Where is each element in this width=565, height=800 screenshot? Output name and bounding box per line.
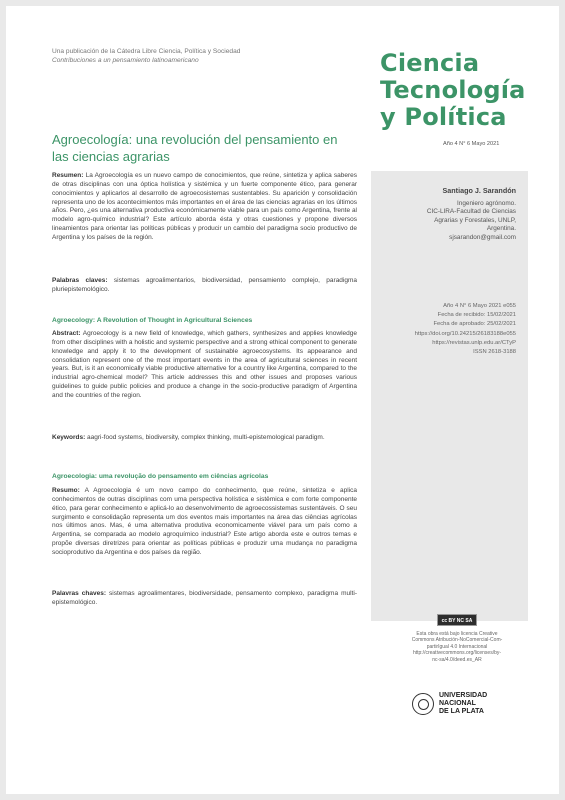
resumo-text: A Agroecologia é um novo campo do conhecimento, que reúne, sintetiza e aplica conhecimentos de outras disciplinas com uma perspectiva holística e sistêmica e com forte componente ético, para gerar conhecimento e aplicá-lo ao desenvolvimento de agroecossistemas sustentáveis. O seu surgimento e consolidação representa um dos eventos mais importantes na área das ciências agrícolas nos últimos anos. Mas, é uma alternativa produtiva economicamente viável para um país como a Argentina, se comparada ao modelo agroquímico industrial? Este artigo aborda este e outros temas e propõe diversas diretrizes para orientar as políticas públicas e produzir uma mudança no paradigma socioprodutivo da Argentina e dos países da região. bbox=[52, 487, 357, 556]
author-name: Santiago J. Sarandón bbox=[442, 186, 516, 195]
author-line: Ingeniero agrónomo. bbox=[457, 199, 516, 207]
university-line: NACIONAL bbox=[439, 700, 476, 707]
palavras-chaves-label: Palavras chaves: bbox=[52, 590, 106, 597]
cc-license-icon[interactable]: cc BY NC SA bbox=[437, 614, 477, 626]
university-line: UNIVERSIDAD bbox=[439, 692, 488, 699]
license-line: Commons Atribución-NoComercial-Com- bbox=[411, 637, 503, 644]
abstract-label: Abstract: bbox=[52, 330, 81, 337]
palabras-claves-text: sistemas agroalimentarios, biodiversidad, pensamiento complejo, paradigma pluriepistemológico. bbox=[52, 277, 358, 293]
page bbox=[6, 6, 559, 794]
author-line: Agrarias y Forestales, UNLP, bbox=[434, 216, 516, 224]
brand-line-1: Ciencia bbox=[380, 49, 480, 77]
resumo-label: Resumo: bbox=[52, 487, 80, 494]
article-title: Agroecología: una revolución del pensamiento en las ciencias agrarias bbox=[52, 132, 338, 164]
portuguese-title: Agroecologia: uma revolução do pensamento em ciências agrícolas bbox=[52, 473, 269, 480]
journal-url-link[interactable]: https://revistas.unlp.edu.ar/CTyP bbox=[432, 339, 516, 346]
license-line: Esta obra está bajo licencia Creative bbox=[416, 631, 498, 637]
issn: ISSN 2618-3188 bbox=[473, 349, 516, 356]
resumen-label: Resumen: bbox=[52, 172, 84, 179]
license-url[interactable]: http://creativecommons.org/licenses/by- bbox=[412, 650, 502, 657]
palavras-chaves-block bbox=[52, 590, 357, 608]
university-logo bbox=[412, 692, 487, 716]
palavras-chaves-text: sistemas agroalimentares, biodiversidade, pensamento complexo, paradigma multi-epistemológico. bbox=[52, 590, 357, 606]
brand-line-3: y Política bbox=[380, 103, 507, 131]
author-block bbox=[386, 187, 516, 243]
english-title: Agroecology: A Revolution of Thought in Agricultural Sciences bbox=[52, 317, 253, 324]
article-meta bbox=[386, 302, 516, 357]
received-date: Fecha de recibido: 15/02/2021 bbox=[437, 312, 516, 319]
author-email[interactable]: sjsarandon@gmail.com bbox=[449, 233, 516, 241]
university-line: DE LA PLATA bbox=[439, 708, 484, 715]
publication-subline: Contribuciones a un pensamiento latinoamericano bbox=[52, 56, 199, 64]
brand-line-2: Tecnología bbox=[380, 76, 526, 104]
resumo-block bbox=[52, 487, 357, 558]
license-line: partirIgual 4.0 Internacional bbox=[426, 643, 488, 650]
keywords-text: aagri-food systems, biodiversity, complex thinking, multi-epistemological paradigm. bbox=[87, 434, 325, 441]
doi-link[interactable]: https://doi.org/10.24215/26183188e055 bbox=[414, 330, 516, 337]
palabras-claves-label: Palabras claves: bbox=[52, 277, 108, 284]
resumen-block bbox=[52, 172, 357, 243]
abstract-text: Agroecology is a new field of knowledge, which gathers, synthesizes and applies knowledge from other disciplines with a holistic and systemic perspective and a strong ethical component to generate knowledge and apply it to the development of sustainable agroecosystems. Its appearance and consolidation represent one of the most important events in the area of agricultural sciences in recent years. But, is it an economically viable productive alternative for a country like Argentina, compared to the industrial agro-chemical model? This article addresses this and other issues and proposes various guidelines to guide public policies and produce a change in the socio-productive paradigm of Argentina and the countries of the region. bbox=[52, 330, 357, 399]
publication-header bbox=[52, 48, 240, 65]
resumen-text: La Agroecología es un nuevo campo de conocimientos, que reúne, sintetiza y aplica saberes de otras disciplinas con una óptica holística y sistémica y un fuerte componente ético, para generar conocimientos y aplicarlos al desarrollo de agroecosistemas sustentables. Su aparición y consolidación representa uno de los acontecimientos más importantes en el área de las ciencias agrarias en los últimos años. Pero, ¿es una alternativa productiva económicamente viable para un país como Argentina, frente al modelo agro-químico industrial? Este artículo aborda ésta y otras cuestiones y propone diversos lineamientos para orientar las políticas públicas y producir un cambio del paradigma socio productivo de Argentina y los países de la región. bbox=[52, 172, 358, 241]
author-line: Argentina. bbox=[486, 225, 516, 233]
university-seal-icon bbox=[412, 693, 434, 715]
license-block bbox=[386, 614, 528, 663]
issue-ref: Año 4 N° 6 Mayo 2021 e055 bbox=[443, 303, 516, 309]
journal-brand bbox=[380, 50, 526, 131]
author-line: CIC-LIRA-Facultad de Ciencias bbox=[426, 208, 516, 216]
abstract-block bbox=[52, 330, 357, 401]
license-url[interactable]: nc-sa/4.0/deed.es_AR bbox=[432, 656, 482, 663]
publication-line: Una publicación de la Cátedra Libre Ciencia, Política y Sociedad bbox=[52, 48, 241, 55]
keywords-block bbox=[52, 434, 357, 443]
approved-date: Fecha de aprobado: 25/02/2021 bbox=[433, 321, 516, 328]
palabras-claves-block bbox=[52, 277, 357, 295]
keywords-label: Keywords: bbox=[52, 434, 86, 441]
issue-label: Año 4 N° 6 Mayo 2021 bbox=[443, 141, 500, 147]
